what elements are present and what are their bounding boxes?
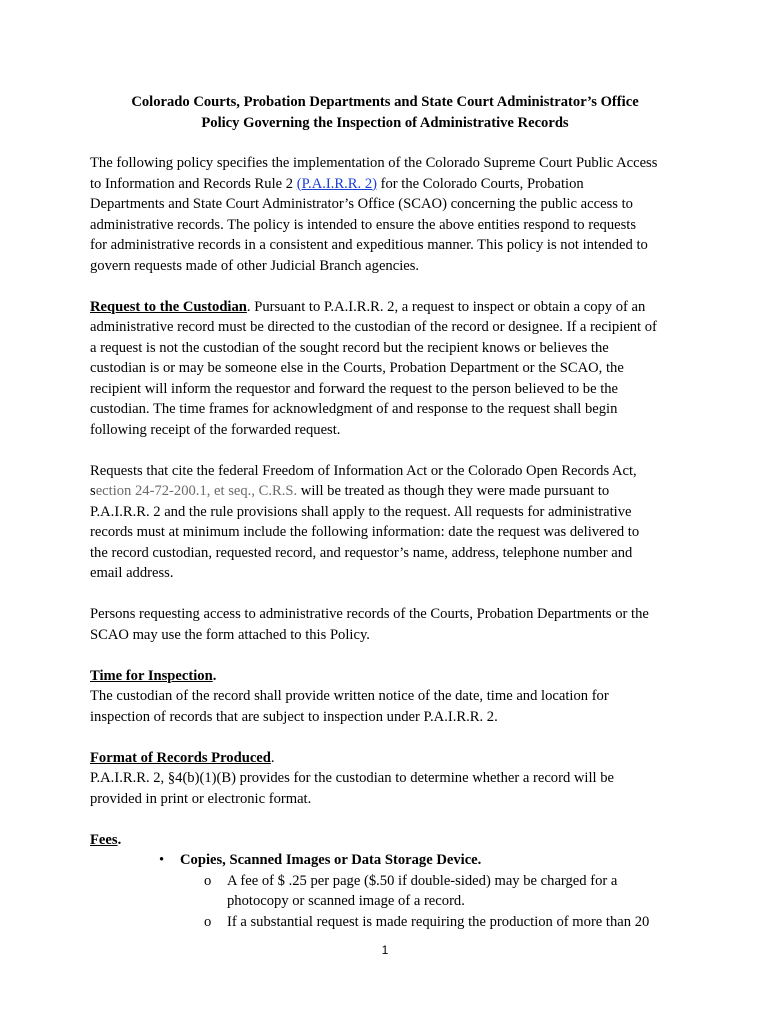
pairr-link[interactable]: (P.A.I.R.R. 2) — [296, 175, 377, 192]
document-body — [90, 153, 690, 932]
fees-heading-line — [90, 830, 690, 851]
inspection-line: The custodian of the record shall provide written notice of the date, time and location for — [90, 688, 609, 704]
custodian-line: custodian is or may be someone else in the Courts, Probation Department or the SCAO, the — [90, 360, 624, 376]
format-section — [90, 748, 690, 810]
format-heading-line — [90, 748, 690, 769]
inspection-heading: Time for Inspection — [90, 667, 213, 684]
custodian-line: a request is not the custodian of the sought record but the recipient knows or believes the — [90, 339, 609, 356]
custodian-paragraph — [90, 297, 690, 441]
foia-line: P.A.I.R.R. 2 and the rule provisions shall apply to the request. All requests for administrative — [90, 503, 632, 520]
custodian-line: following receipt of the forwarded request. — [90, 421, 341, 438]
crs-citation: ection 24-72-200.1, et seq., C.R.S. — [95, 483, 298, 499]
custodian-heading: Request to the Custodian — [90, 298, 247, 315]
format-heading-period: . — [270, 749, 275, 766]
foia-line: records must at minimum include the following information: date the request was delivered to — [90, 524, 640, 540]
foia-line: the record custodian, requested record, and requestor’s name, address, telephone number and — [90, 544, 633, 561]
fees-heading-period: . — [117, 831, 122, 848]
intro-line: administrative records. The policy is intended to ensure the above entities respond to requests — [90, 216, 637, 233]
custodian-line: administrative record must be directed to the custodian of the record or designee. If a recipient of — [90, 319, 657, 335]
inspection-heading-line — [90, 666, 690, 687]
sub-bullet-icon: o — [204, 872, 212, 889]
inspection-section — [90, 666, 690, 728]
custodian-line — [90, 297, 690, 318]
format-heading: Format of Records Produced — [90, 749, 271, 766]
bullet-icon: • — [159, 852, 165, 868]
document-title — [0, 92, 770, 134]
intro-line — [90, 174, 690, 195]
persons-line: Persons requesting access to administrative records of the Courts, Probation Departments or the — [90, 606, 649, 622]
intro-line: The following policy specifies the implementation of the Colorado Supreme Court Public Access — [90, 155, 658, 171]
inspection-line: inspection of records that are subject to inspection under P.A.I.R.R. 2. — [90, 708, 498, 725]
fees-sub-line: photocopy or scanned image of a record. — [227, 893, 465, 909]
intro-line: govern requests made of other Judicial Branch agencies. — [90, 257, 420, 274]
title-line-1: Colorado Courts, Probation Departments and State Court Administrator’s Office — [131, 94, 639, 110]
fees-bullet-item — [90, 850, 690, 871]
title-line-2: Policy Governing the Inspection of Administrative Records — [201, 115, 569, 131]
format-line: provided in print or electronic format. — [90, 790, 312, 807]
foia-line: email address. — [90, 565, 174, 581]
intro-line: Departments and State Court Administrator’s Office (SCAO) concerning the public access to — [90, 196, 633, 212]
intro-paragraph — [90, 153, 690, 276]
fees-bullet-text: Copies, Scanned Images or Data Storage Device. — [180, 852, 482, 868]
persons-line: SCAO may use the form attached to this Policy. — [90, 626, 370, 643]
fees-sub-line: A fee of $ .25 per page ($.50 if double-sided) may be charged for a — [227, 872, 618, 889]
fees-sub-line: If a substantial request is made requiring the production of more than 20 — [227, 913, 650, 930]
format-line: P.A.I.R.R. 2, §4(b)(1)(B) provides for the custodian to determine whether a record will be — [90, 770, 615, 786]
persons-paragraph — [90, 604, 690, 645]
foia-line — [90, 481, 690, 502]
sub-bullet-icon: o — [204, 913, 212, 930]
fees-heading: Fees — [90, 831, 118, 848]
foia-paragraph — [90, 461, 690, 584]
intro-text: for the Colorado Courts, Probation — [376, 175, 584, 192]
inspection-heading-period: . — [212, 667, 217, 684]
custodian-text: . Pursuant to P.A.I.R.R. 2, a request to inspect or obtain a copy of an — [246, 298, 646, 315]
intro-line: for administrative records in a consistent and expeditious manner. This policy is not intended to — [90, 237, 648, 253]
foia-line: Requests that cite the federal Freedom of Information Act or the Colorado Open Records Act, — [90, 462, 637, 479]
fees-section — [90, 830, 690, 933]
foia-text: will be treated as though they were made pursuant to — [297, 483, 610, 499]
custodian-line: custodian. The time frames for acknowledgment of and response to the request shall begin — [90, 401, 618, 417]
fees-sub-item — [90, 871, 690, 912]
page-number: 1 — [381, 943, 389, 957]
foia-text: s — [90, 483, 96, 499]
fees-sub-item — [90, 912, 690, 933]
intro-text: to Information and Records Rule 2 — [90, 175, 297, 192]
custodian-line: recipient will inform the requestor and forward the request to the person believed to be the — [90, 380, 619, 397]
